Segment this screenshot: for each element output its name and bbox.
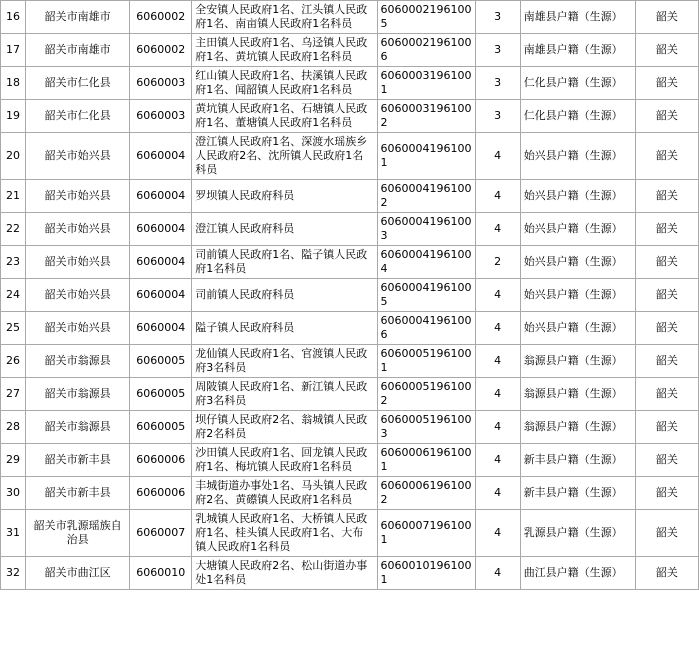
table-row [1,279,699,312]
row-position-code: 60600061961002 [377,477,475,510]
row-city: 韶关 [635,180,698,213]
row-unit-code: 6060004 [130,213,192,246]
row-position: 司前镇人民政府科员 [192,279,377,312]
row-city: 韶关 [635,557,698,590]
row-unit: 韶关市南雄市 [26,34,130,67]
row-unit: 韶关市始兴县 [26,279,130,312]
row-position-code: 60600021961005 [377,1,475,34]
row-unit: 韶关市始兴县 [26,180,130,213]
row-city: 韶关 [635,411,698,444]
table-body [1,1,699,590]
row-city: 韶关 [635,133,698,180]
row-unit-code: 6060003 [130,67,192,100]
row-city: 韶关 [635,312,698,345]
row-requirement: 翁源县户籍（生源） [520,378,635,411]
row-unit: 韶关市始兴县 [26,133,130,180]
row-index: 19 [1,100,26,133]
row-requirement: 新丰县户籍（生源） [520,477,635,510]
row-requirement: 翁源县户籍（生源） [520,345,635,378]
row-city: 韶关 [635,67,698,100]
row-unit: 韶关市曲江区 [26,557,130,590]
table-row [1,213,699,246]
row-city: 韶关 [635,345,698,378]
row-count: 2 [475,246,520,279]
row-unit-code: 6060004 [130,279,192,312]
row-index: 17 [1,34,26,67]
table-row [1,510,699,557]
table-row [1,411,699,444]
row-index: 29 [1,444,26,477]
row-position: 红山镇人民政府1名、扶溪镇人民政府1名、闻韶镇人民政府1名科员 [192,67,377,100]
row-city: 韶关 [635,213,698,246]
row-count: 4 [475,312,520,345]
row-unit-code: 6060004 [130,133,192,180]
row-index: 25 [1,312,26,345]
row-unit-code: 6060004 [130,312,192,345]
row-position: 罗坝镇人民政府科员 [192,180,377,213]
row-position-code: 60600051961003 [377,411,475,444]
row-index: 22 [1,213,26,246]
row-position: 隘子镇人民政府科员 [192,312,377,345]
table-row [1,133,699,180]
row-requirement: 乳源县户籍（生源） [520,510,635,557]
row-count: 4 [475,133,520,180]
row-position: 黄坑镇人民政府1名、石塘镇人民政府1名、董塘镇人民政府1名科员 [192,100,377,133]
row-unit: 韶关市仁化县 [26,67,130,100]
table-row [1,67,699,100]
row-count: 4 [475,557,520,590]
row-unit-code: 6060006 [130,477,192,510]
row-position-code: 60600041961003 [377,213,475,246]
row-index: 30 [1,477,26,510]
row-position-code: 60600021961006 [377,34,475,67]
row-position: 沙田镇人民政府1名、回龙镇人民政府1名、梅坑镇人民政府1名科员 [192,444,377,477]
row-requirement: 始兴县户籍（生源） [520,180,635,213]
row-index: 31 [1,510,26,557]
row-position-code: 60600031961002 [377,100,475,133]
row-unit: 韶关市始兴县 [26,213,130,246]
row-position-code: 60600051961002 [377,378,475,411]
table-row [1,180,699,213]
row-position-code: 60600101961001 [377,557,475,590]
row-position: 司前镇人民政府1名、隘子镇人民政府1名科员 [192,246,377,279]
row-requirement: 始兴县户籍（生源） [520,312,635,345]
row-index: 24 [1,279,26,312]
row-position-code: 60600051961001 [377,345,475,378]
row-unit-code: 6060004 [130,180,192,213]
row-unit-code: 6060010 [130,557,192,590]
row-unit-code: 6060005 [130,411,192,444]
row-unit: 韶关市翁源县 [26,345,130,378]
row-position-code: 60600041961002 [377,180,475,213]
table-row [1,312,699,345]
row-position: 澄江镇人民政府1名、深渡水瑶族乡人民政府2名、沈所镇人民政府1名科员 [192,133,377,180]
row-index: 16 [1,1,26,34]
row-unit: 韶关市新丰县 [26,477,130,510]
row-unit-code: 6060004 [130,246,192,279]
row-requirement: 南雄县户籍（生源） [520,1,635,34]
row-position-code: 60600071961001 [377,510,475,557]
row-requirement: 曲江县户籍（生源） [520,557,635,590]
row-city: 韶关 [635,1,698,34]
row-index: 28 [1,411,26,444]
row-position-code: 60600041961006 [377,312,475,345]
row-city: 韶关 [635,510,698,557]
row-city: 韶关 [635,378,698,411]
table-row [1,246,699,279]
row-position-code: 60600061961001 [377,444,475,477]
row-requirement: 仁化县户籍（生源） [520,100,635,133]
table-row [1,444,699,477]
row-index: 21 [1,180,26,213]
row-unit-code: 6060005 [130,345,192,378]
row-requirement: 翁源县户籍（生源） [520,411,635,444]
row-index: 18 [1,67,26,100]
table-row [1,1,699,34]
row-count: 3 [475,34,520,67]
row-count: 4 [475,477,520,510]
row-count: 4 [475,180,520,213]
row-count: 3 [475,100,520,133]
row-unit-code: 6060006 [130,444,192,477]
row-count: 4 [475,279,520,312]
row-position: 周陂镇人民政府1名、新江镇人民政府3名科员 [192,378,377,411]
table-row [1,477,699,510]
row-count: 4 [475,444,520,477]
row-unit-code: 6060002 [130,34,192,67]
row-count: 3 [475,67,520,100]
row-unit: 韶关市翁源县 [26,411,130,444]
row-position: 丰城街道办事处1名、马头镇人民政府2名、黄礤镇人民政府1名科员 [192,477,377,510]
row-requirement: 始兴县户籍（生源） [520,133,635,180]
row-city: 韶关 [635,34,698,67]
row-city: 韶关 [635,246,698,279]
row-city: 韶关 [635,444,698,477]
table-row [1,378,699,411]
row-position: 坝仔镇人民政府2名、翁城镇人民政府2名科员 [192,411,377,444]
row-unit: 韶关市仁化县 [26,100,130,133]
row-position: 全安镇人民政府1名、江头镇人民政府1名、南亩镇人民政府1名科员 [192,1,377,34]
row-index: 32 [1,557,26,590]
row-count: 4 [475,213,520,246]
row-requirement: 仁化县户籍（生源） [520,67,635,100]
row-requirement: 始兴县户籍（生源） [520,213,635,246]
row-city: 韶关 [635,279,698,312]
row-unit: 韶关市翁源县 [26,378,130,411]
row-unit-code: 6060005 [130,378,192,411]
row-position-code: 60600041961001 [377,133,475,180]
table-row [1,557,699,590]
row-index: 20 [1,133,26,180]
row-unit: 韶关市南雄市 [26,1,130,34]
row-position: 乳城镇人民政府1名、大桥镇人民政府1名、桂头镇人民政府1名、大布镇人民政府1名科员 [192,510,377,557]
row-count: 4 [475,378,520,411]
row-position: 龙仙镇人民政府1名、官渡镇人民政府3名科员 [192,345,377,378]
row-count: 4 [475,510,520,557]
row-unit: 韶关市始兴县 [26,246,130,279]
row-unit: 韶关市乳源瑶族自治县 [26,510,130,557]
row-requirement: 始兴县户籍（生源） [520,246,635,279]
row-unit-code: 6060002 [130,1,192,34]
row-count: 4 [475,411,520,444]
row-unit-code: 6060007 [130,510,192,557]
row-position: 主田镇人民政府1名、乌迳镇人民政府1名、黄坑镇人民政府1名科员 [192,34,377,67]
row-unit-code: 6060003 [130,100,192,133]
row-index: 27 [1,378,26,411]
row-requirement: 新丰县户籍（生源） [520,444,635,477]
row-count: 3 [475,1,520,34]
row-count: 4 [475,345,520,378]
row-position: 澄江镇人民政府科员 [192,213,377,246]
row-unit: 韶关市始兴县 [26,312,130,345]
row-position-code: 60600041961005 [377,279,475,312]
row-position-code: 60600031961001 [377,67,475,100]
row-position: 大塘镇人民政府2名、松山街道办事处1名科员 [192,557,377,590]
table-row [1,34,699,67]
row-unit: 韶关市新丰县 [26,444,130,477]
row-requirement: 始兴县户籍（生源） [520,279,635,312]
table-row [1,345,699,378]
row-position-code: 60600041961004 [377,246,475,279]
row-requirement: 南雄县户籍（生源） [520,34,635,67]
table-row [1,100,699,133]
row-city: 韶关 [635,477,698,510]
row-index: 26 [1,345,26,378]
row-city: 韶关 [635,100,698,133]
row-index: 23 [1,246,26,279]
